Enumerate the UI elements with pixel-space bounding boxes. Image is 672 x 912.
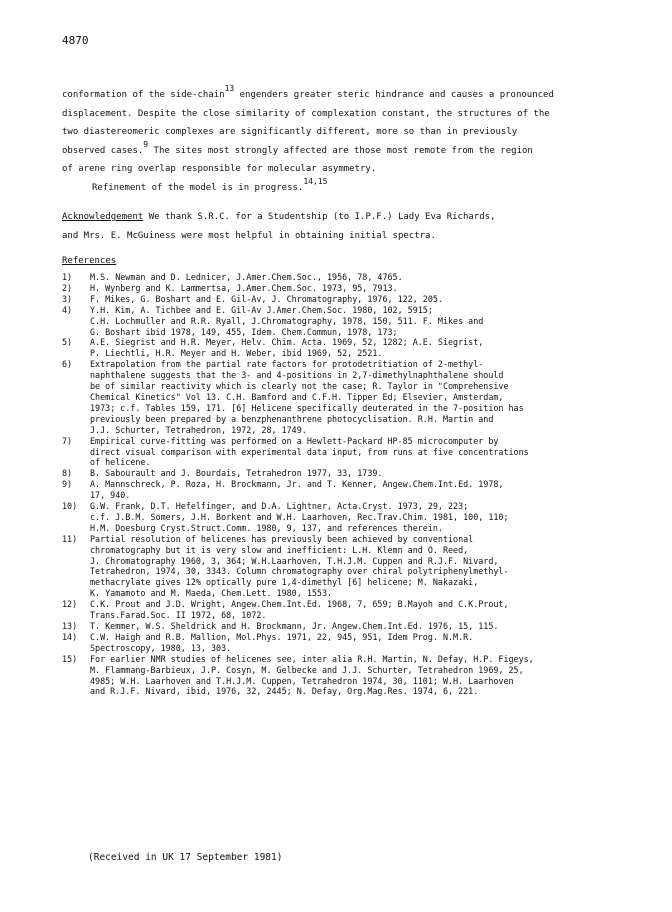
reference-number: 11) xyxy=(62,533,78,544)
reference-item xyxy=(62,283,642,294)
reference-number: 6) xyxy=(62,359,73,370)
reference-number: 12) xyxy=(62,599,78,610)
reference-line: F. Mikes, G. Boshart and E. Gil-Av, J. Chromatography, 1976, 122, 205. xyxy=(90,293,443,304)
reference-number: 13) xyxy=(62,621,78,631)
body-line: Refinement of the model is in progress.$^{14,15}$ xyxy=(92,176,328,193)
reference-number: 5) xyxy=(62,337,73,348)
body-line: conformation of the side-chain$^{13}$ engenders greater steric hindrance and causes a pronounced xyxy=(62,84,554,100)
reference-line: 4985; W.H. Laarhoven and T.H.J.M. Cuppen, Tetrahedron 1974, 30, 1101; W.H. Laarhoven xyxy=(90,675,514,686)
reference-number: 1) xyxy=(62,272,73,282)
reference-text xyxy=(90,272,642,283)
reference-line: H.M. Doesburg Cryst.Struct.Comm. 1980, 9, 137, and references therein. xyxy=(90,522,443,533)
reference-line: M.S. Newman and D. Lednicer, J.Amer.Chem.Soc., 1956, 78, 4765. xyxy=(90,272,403,282)
references-heading-wrap xyxy=(62,252,622,271)
reference-line: be of similar reactivity which is clearly not the case; R. Taylor in "Comprehensive xyxy=(90,381,509,392)
reference-line: M. Flammang-Barbieux, J.P. Cosyn, M. Gelbecke and J.J. Schurter, Tetrahedron 1969, 25, xyxy=(90,664,524,675)
reference-line: C.K. Prout and J.D. Wright, Angew.Chem.Int.Ed. 1968, 7, 659; B.Mayoh and C.K.Prout, xyxy=(90,599,509,610)
reference-item xyxy=(62,534,642,599)
reference-line: K. Yamamoto and M. Maeda, Chem.Lett. 1980, 1553. xyxy=(90,588,333,599)
reference-text xyxy=(90,468,642,479)
reference-text xyxy=(90,654,642,698)
reference-text xyxy=(90,599,642,621)
reference-item xyxy=(62,654,642,698)
acknowledgement-heading: Acknowledgement xyxy=(62,212,144,222)
reference-line: 17, 940. xyxy=(90,490,131,501)
reference-item xyxy=(62,479,642,501)
body-line: displacement. Despite the close similarity of complexation constant, the structures of the xyxy=(62,108,550,119)
body-line: observed cases.$^9$ The sites most strongly affected are those most remote from the region xyxy=(62,139,533,156)
reference-line: J.J. Schurter, Tetrahedron, 1972, 28, 1749. xyxy=(90,424,307,435)
reference-line: of helicene. xyxy=(90,457,151,468)
reference-text xyxy=(90,621,642,632)
reference-number: 3) xyxy=(62,293,73,304)
reference-line: Y.H. Kim, A. Tichbee and E. Gil-Av J.Amer.Chem.Soc. 1980, 102, 5915; xyxy=(90,304,433,315)
reference-line: Empirical curve-fitting was performed on a Hewlett-Packard HP-85 microcomputer by xyxy=(90,435,499,446)
reference-line: and R.J.F. Nivard, ibid, 1976, 32, 2445; N. Defay, Org.Mag.Res. 1974, 6, 221. xyxy=(90,686,479,697)
reference-line: Chemical Kinetics" Vol 13. C.H. Bamford and C.F.H. Tipper Ed; Elsevier, Amsterdam, xyxy=(90,391,504,402)
reference-line: P. Liechtli, H.R. Meyer and H. Weber, ibid 1969, 52, 2521. xyxy=(90,348,383,359)
reference-line: G. Boshart ibid 1978, 149, 455, Idem. Chem.Commun, 1978, 173; xyxy=(90,326,398,337)
reference-line: Partial resolution of helicenes has previously been achieved by conventional xyxy=(90,533,474,544)
reference-number: 9) xyxy=(62,479,73,490)
reference-line: C.H. Lochmuller and R.R. Ryall, J.Chromatography, 1978, 150, 511. F. Mikes and xyxy=(90,315,484,326)
reference-item xyxy=(62,632,642,654)
reference-line: J. Chromatography 1960, 3, 364; W.H.Laarhoven, T.H.J.M. Cuppen and R.J.F. Nivard, xyxy=(90,555,499,566)
reference-number: 7) xyxy=(62,435,73,446)
reference-line: For earlier NMR studies of helicenes see, inter alia R.H. Martin, N. Defay, H.P. Figeys, xyxy=(90,653,534,664)
reference-line: B. Sabourault and J. Bourdais, Tetrahedron 1977, 33, 1739. xyxy=(90,468,383,479)
body-line: of arene ring overlap responsible for molecular asymmetry. xyxy=(62,164,377,174)
reference-line: T. Kemmer, W.S. Sheldrick and H. Brockmann, Jr. Angew.Chem.Int.Ed. 1976, 15, 115. xyxy=(90,621,499,631)
reference-line: A.E. Siegrist and H.R. Meyer, Helv. Chim. Acta. 1969, 52, 1282; A.E. Siegrist, xyxy=(90,337,484,348)
acknowledgement-section xyxy=(62,208,622,245)
reference-item xyxy=(62,501,642,534)
reference-text xyxy=(90,305,642,338)
reference-line: Trans.Farad.Soc. II 1972, 68, 1072. xyxy=(90,610,267,621)
reference-item xyxy=(62,599,642,621)
acknowledgement-line: and Mrs. E. McGuiness were most helpful in obtaining initial spectra. xyxy=(62,230,436,241)
reference-line: chromatography but it is very slow and inefficient: L.H. Klemn and O. Reed, xyxy=(90,544,469,555)
body-paragraph xyxy=(62,86,622,197)
references-list xyxy=(62,272,642,697)
citation-superscript: 9 xyxy=(143,139,149,149)
page-number: 4870 xyxy=(62,34,89,47)
reference-text xyxy=(90,337,642,359)
reference-number: 14) xyxy=(62,631,78,642)
reference-text xyxy=(90,359,642,435)
reference-number: 15) xyxy=(62,653,78,664)
reference-line: G.W. Frank, D.T. Hefelfinger, and D.A. Lightner, Acta.Cryst. 1973, 29, 223; xyxy=(90,501,469,512)
reference-line: c.f. J.B.M. Somers, J.H. Borkent and W.H. Laarhoven, Rec.Trav.Chim. 1981, 100, 110; xyxy=(90,511,509,522)
reference-item xyxy=(62,337,642,359)
reference-item xyxy=(62,621,642,632)
citation-superscript: 14,15 xyxy=(303,176,328,186)
reference-line: A. Mannschreck, P. Roza, H. Brockmann, Jr. and T. Kenner, Angew.Chem.Int.Ed. 1978, xyxy=(90,479,504,490)
citation-superscript: 13 xyxy=(224,84,235,93)
reference-line: Extrapolation from the partial rate factors for protodetritiation of 2-methyl- xyxy=(90,359,484,370)
reference-number: 10) xyxy=(62,501,78,512)
reference-text xyxy=(90,479,642,501)
reference-text xyxy=(90,632,642,654)
reference-line: H. Wynberg and K. Lammertsa, J.Amer.Chem.Soc. 1973, 95, 7913. xyxy=(90,282,398,293)
reference-text xyxy=(90,501,642,534)
reference-item xyxy=(62,305,642,338)
reference-number: 8) xyxy=(62,468,73,479)
references-heading: References xyxy=(62,256,117,266)
reference-text xyxy=(90,283,642,294)
reference-item xyxy=(62,272,642,283)
reference-text xyxy=(90,534,642,599)
reference-line: direct visual comparison with experimental data input, from runs at five concentrations xyxy=(90,446,529,457)
reference-line: C.W. Haigh and R.B. Mallion, Mol.Phys. 1971, 22, 945, 951, Idem Prog. N.M.R. xyxy=(90,631,474,642)
reference-line: methacrylate gives 12% optically pure 1,4-dimethyl [6] helicene; M. Nakazaki, xyxy=(90,577,479,588)
reference-item xyxy=(62,359,642,435)
reference-line: 1973; c.f. Tables 159, 171. [6] Helicene specifically deuterated in the 7-position has xyxy=(90,402,524,413)
reference-line: Spectroscopy, 1980, 13, 303. xyxy=(90,642,232,653)
reference-line: Tetrahedron, 1974, 30, 3343. Column chromatography over chiral polytriphenylmethyl- xyxy=(90,566,509,577)
reference-number: 4) xyxy=(62,304,73,315)
body-line: two diastereomeric complexes are significantly different, more so than in previously xyxy=(62,127,518,137)
received-date: (Received in UK 17 September 1981) xyxy=(88,852,283,863)
reference-number: 2) xyxy=(62,282,73,293)
reference-item xyxy=(62,294,642,305)
reference-item xyxy=(62,436,642,469)
acknowledgement-line: Acknowledgement We thank S.R.C. for a Studentship (to I.P.F.) Lady Eva Richards, xyxy=(62,212,496,222)
reference-item xyxy=(62,468,642,479)
reference-text xyxy=(90,294,642,305)
reference-line: previously been prepared by a benzphenanthrene photocyclisation. R.H. Martin and xyxy=(90,413,494,424)
reference-text xyxy=(90,436,642,469)
reference-line: naphthalene suggests that the 3- and 4-positions in 2,7-dimethylnaphthalene should xyxy=(90,370,504,381)
